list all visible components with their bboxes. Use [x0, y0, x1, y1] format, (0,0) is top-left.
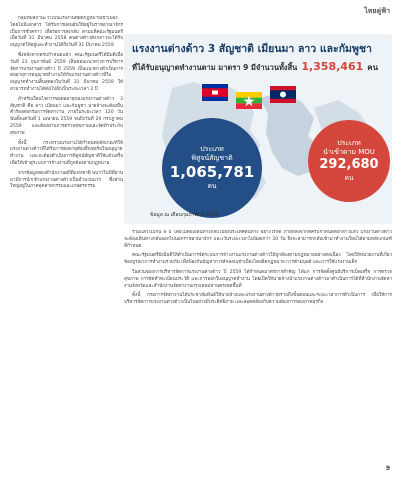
- bubble-label: พิสูจน์สัญชาติ: [191, 154, 233, 162]
- paragraph: ในส่วนของการบริหารจัดการแรงงานต่างด้าว ปี 2559 ได้กำหนดมาตรการสำคัญ ได้แก่ การจัดตั้งศูนย์บริการเบ็ดเสร็จ การตรวจสุขภาพ การจัดทำทะเบียนประวัติ และการออกใบอนุญาตทำงาน โดยเปิดให้นายจ้างนำแรงงานต่างด้าวมาดำเนินการได้ที่สำนักงานจัดหางานจังหวัดและสำนักงานจัดหางานกรุงเทพมหานครเขตพื้นที่: [124, 269, 392, 289]
- subtitle-lead: ที่ได้รับอนุญาตทำงานตาม มาตรา 9 มีจำนวนทั้งสิ้น: [132, 63, 298, 72]
- paragraph: ทั้งนี้ กรมการจัดหางานได้ประชาสัมพันธ์ให้นายจ้างและแรงงานต่างด้าวทราบถึงขั้นตอนและระยะเวลาการดำเนินการ เพื่อให้การบริหารจัดการแรงงานต่างด้าวเป็นไปอย่างมีประสิทธิภาพ และสอดคล้องกับความต้องการของภาคธุรกิจ: [124, 293, 392, 306]
- paragraph: กลุ่มที่มีสถานะว่าเป็นแรงงานที่ผิดกฎหมายเข้าเมืองโดยไม่มีเอกสาร ได้รับการผ่อนผันให้อยู่ในราชอาณาจักรเป็นการชั่วคราว เพื่อรอการส่งกลับ ตามมติคณะรัฐมนตรีเมื่อวันที่ 31 มีนาคม 2558 คนต่างด้าวดังกล่าวจะได้รับอนุญาตให้อยู่และทำงานได้ถึงวันที่ 31 มีนาคม 2559: [10, 16, 123, 49]
- mou-import-bubble: [308, 120, 390, 202]
- subtitle-total: 1,358,461: [301, 60, 364, 73]
- subtitle-unit: คน: [367, 63, 379, 72]
- paragraph: คณะรัฐมนตรียังมีมติให้ดำเนินการจัดระบบการจ้างงานแรงงานต่างด้าวให้ถูกต้องตามกฎหมายอย่างต่อเนื่อง โดยให้หน่วยงานที่เกี่ยวข้องบูรณาการทำงานร่วมกัน เพื่อป้องกันปัญหาการลักลอบเข้าเมืองโดยผิดกฎหมาย การค้ามนุษย์ และการใช้แรงงานเด็ก: [124, 253, 392, 266]
- paragraph: จากข้อมูลของสำนักงานสถิติแห่งชาติ พบว่าในปีที่ผ่านมามีการนำเข้าแรงงานต่างด้าวเป็นจำนวนมาก ซึ่งส่วนใหญ่อยู่ในภาคอุตสาหกรรมและเกษตรกรรม: [10, 170, 123, 190]
- data-source-note: ข้อมูล ณ เดือนกุมภาพันธ์ 2559: [150, 212, 219, 218]
- labor-infographic: [124, 34, 392, 224]
- publication-label: ไทยคู่ฟ้า: [364, 7, 390, 15]
- region-map: [132, 78, 384, 208]
- infographic-title: แรงงานต่างด้าว 3 สัญชาติ เมียนมา ลาว และกัมพูชา: [132, 43, 372, 55]
- paragraph: สำหรับเงื่อนไขการขอต่ออายุของแรงงานต่างด้าว 3 สัญชาติ คือ ลาว เมียนมา และกัมพูชา นายจ้างจะต้องยื่นคำร้องต่อกรมการจัดหางาน ภายในระยะเวลา 120 วัน นับตั้งแต่วันที่ 1 เมษายน 2559 จนถึงวันที่ 29 กรกฎาคม 2559 และต้องผ่านการตรวจสุขภาพและจัดทำประกันสุขภาพ: [10, 96, 123, 136]
- bubble-label: ประเภท: [200, 145, 224, 153]
- bubble-value: 1,065,781: [169, 163, 255, 181]
- bubble-value: 292,680: [319, 157, 379, 172]
- paragraph: รวมแล้วไม่เกิน 8 ปี โดยไม่ต้องเดินทางกลับไปยังประเทศต้นทาง อย่างไรก็ดี ภายหลังจากที่ครบกำหนดดังกล่าวแล้ว แรงงานต่างด้าวจะต้องเดินทางกลับออกไปนอกราชอาณาจักร และเว้นระยะเวลาไม่น้อยกว่า 30 วัน จึงจะสามารถกลับเข้ามาทำงานใหม่ได้ตามหลักเกณฑ์ที่กำหนด: [124, 230, 392, 249]
- paragraph: ซึ่งหลังจากครบกำหนดแล้ว คณะรัฐมนตรีได้มีมติเมื่อวันที่ 23 กุมภาพันธ์ 2559 เห็นชอบแนวทางการบริหารจัดการแรงงานต่างด้าว ปี 2559 เป็นแนวทางดำเนินการต่ออายุการอนุญาตทำงานให้กับแรงงานต่างด้าวที่ใบอนุญาตทำงานสิ้นสุดลงในวันที่ 31 มีนาคม 2559 ให้สามารถทำงานได้ต่อไปอีกเป็นระยะเวลา 2 ปี: [10, 52, 123, 92]
- bubble-unit: คน: [344, 174, 354, 182]
- left-text-column: [10, 16, 123, 466]
- bubble-unit: คน: [207, 182, 217, 190]
- bubble-label: นำเข้าตาม MOU: [323, 148, 375, 156]
- infographic-subtitle: [132, 60, 378, 74]
- paragraph: ทั้งนี้ กระทรวงแรงงานได้กำหนดหลักเกณฑ์ให้แรงงานต่างด้าวที่ได้รับการต่ออายุต้องยื่นขอรับใบอนุญาตทำงาน และจะต้องดำเนินการพิสูจน์สัญชาติให้แล้วเสร็จ เพื่อให้เข้าสู่ระบบการจ้างงานที่ถูกต้องตามกฎหมาย: [10, 140, 123, 166]
- page-number: 9: [385, 465, 390, 472]
- verified-nationality-bubble: [162, 118, 262, 218]
- right-text-column: [124, 230, 392, 458]
- bubble-label: ประเภท: [337, 139, 361, 147]
